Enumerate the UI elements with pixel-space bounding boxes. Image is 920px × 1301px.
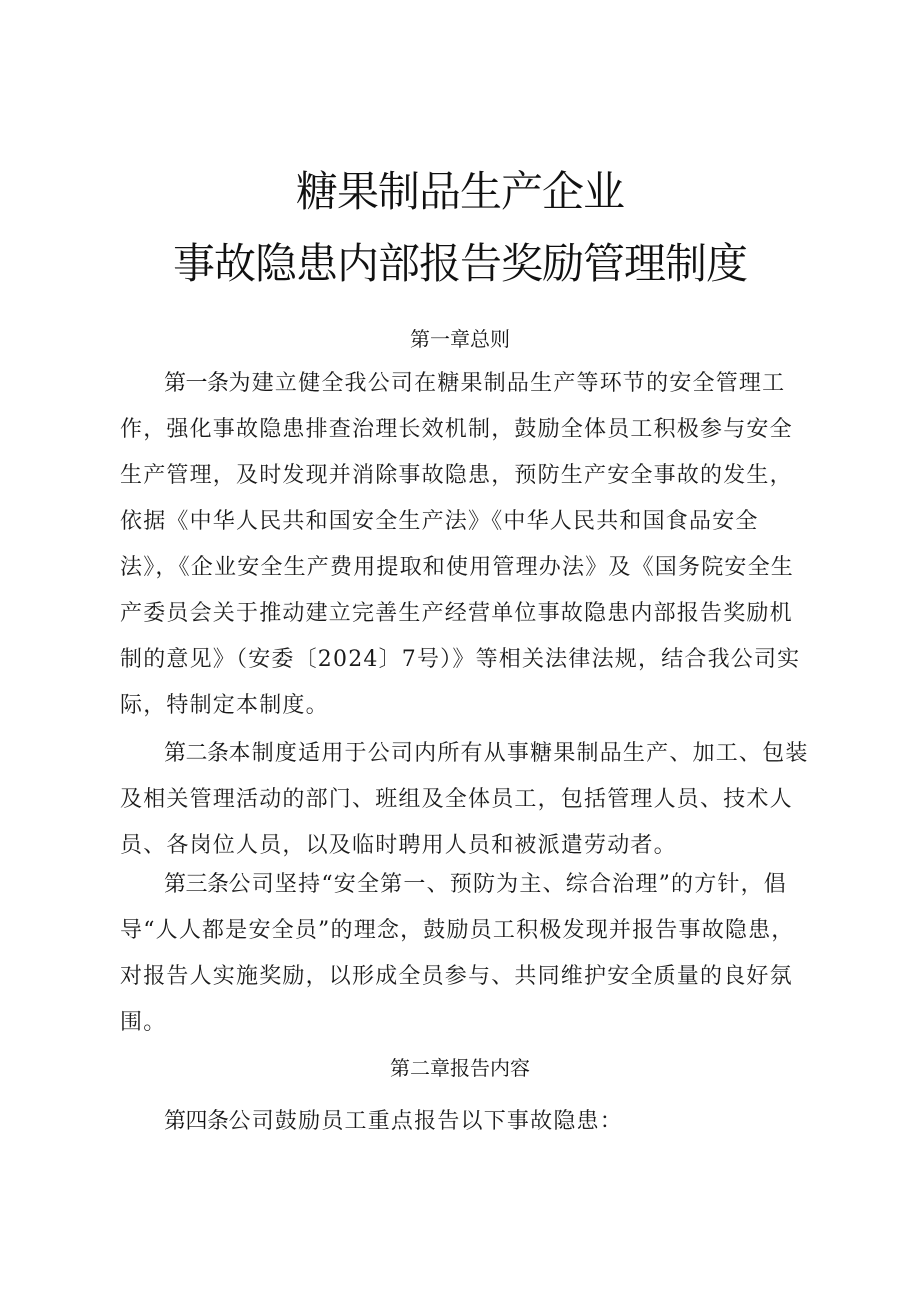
article-text: 公司坚持“安全第一、预防为主、综合治理”的方针，倡导“人人都是安全员”的理念，鼓励员工积极发现并报告事故隐患，对报告人实施奖励，以形成全员参与、共同维护安全质量的良好氛围。 [120,872,795,1035]
article-2 [120,731,812,869]
article-text: 为建立健全我公司在糖果制品生产等环节的安全管理工作，强化事故隐患排查治理长效机制，鼓励全体员工积极参与安全生产管理，及时发现并消除事故隐患，预防生产安全事故的发生，依据《中华人民共和国安全生产法》《中华人民共和国食品安全法》，《企业安全生产费用提取和使用管理办法》及《国务院安全生产委员会关于推动建立完善生产经营单位事故隐患内部报告奖励机制的意见》（安委〔2024〕7号）》等相关法律法规，结合我公司实际，特制定本制度。 [120,371,801,718]
document-title-line1: 糖果制品生产企业 [295,167,624,216]
article-1 [120,361,812,729]
article-text: 本制度适用于公司内所有从事糖果制品生产、加工、包装及相关管理活动的部门、班组及全体员工，包括管理人员、技术人员、各岗位人员，以及临时聘用人员和被派遣劳动者。 [120,741,809,858]
article-label: 第四条 [164,1109,229,1134]
article-text: 公司鼓励员工重点报告以下事故隐患： [228,1109,623,1134]
article-label: 第三条 [164,872,229,897]
article-4 [120,1099,812,1145]
article-label: 第一条 [164,371,229,396]
article-label: 第二条 [164,741,229,766]
article-3 [120,862,812,1046]
document-title-line2: 事故隐患内部报告奖励管理制度 [172,239,747,288]
chapter-heading-1: 第一章总则 [410,327,510,351]
chapter-heading-2: 第二章报告内容 [390,1056,530,1080]
